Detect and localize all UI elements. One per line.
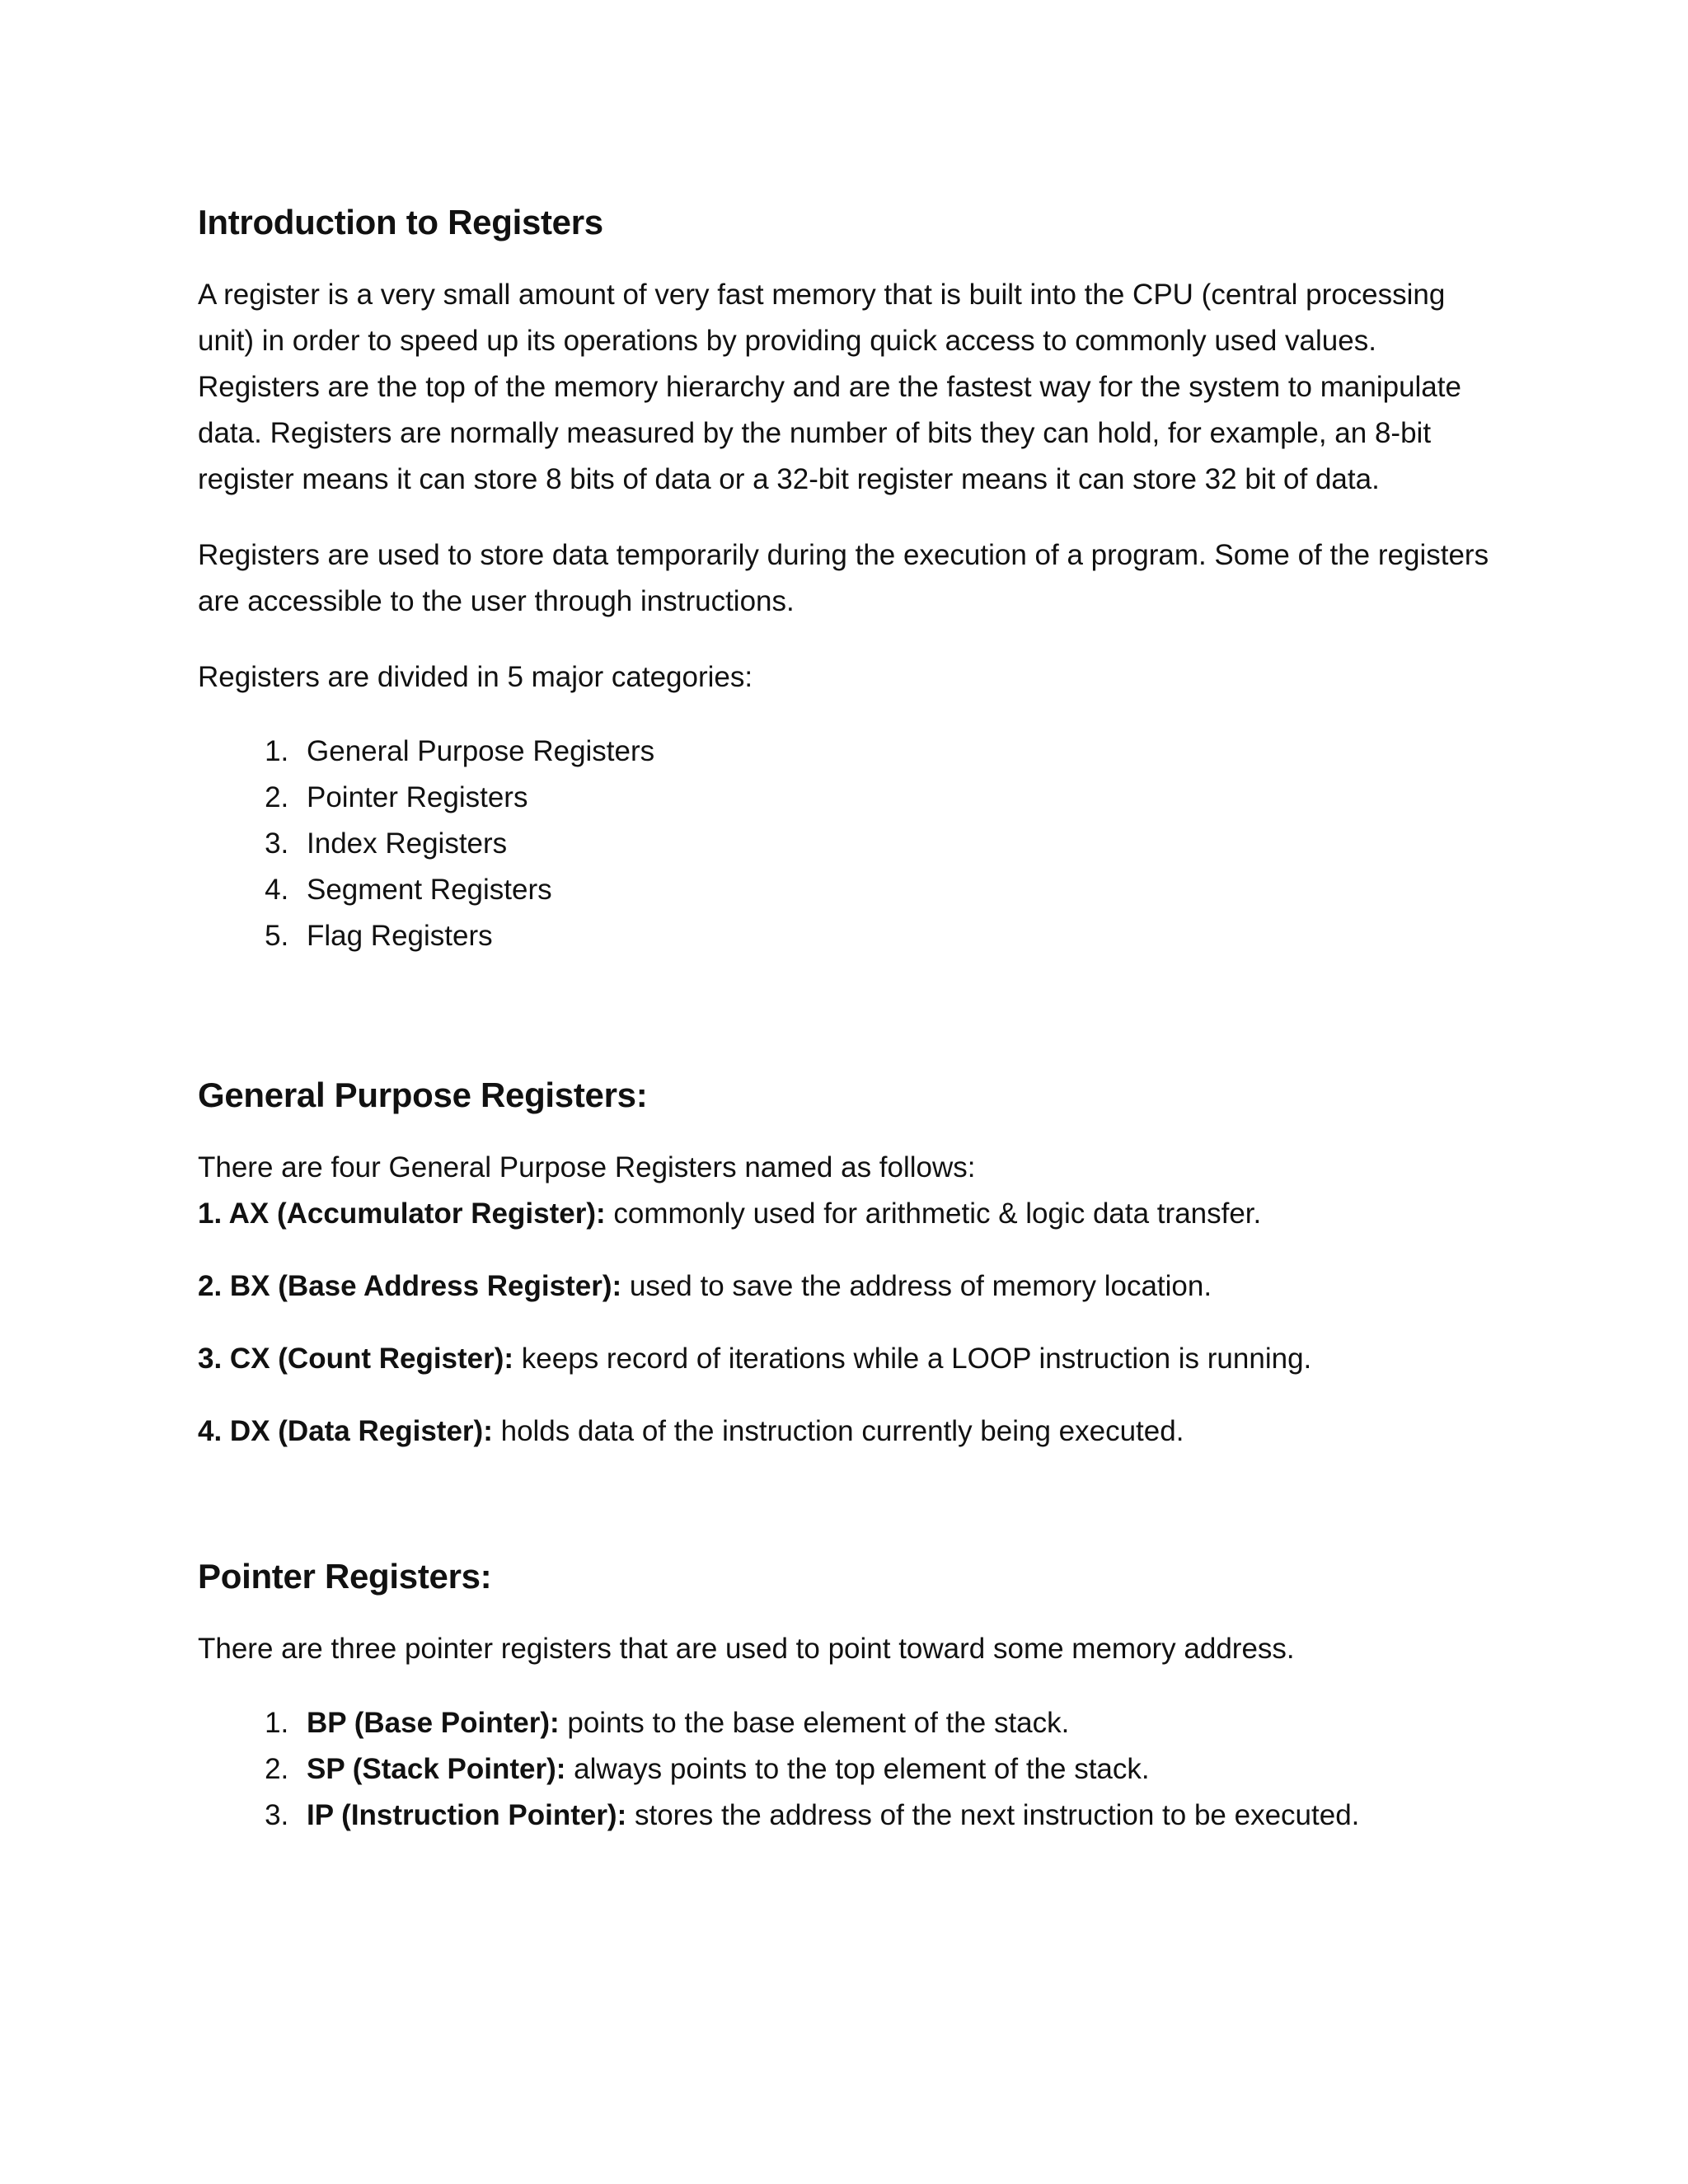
register-item-dx [198,1408,1500,1455]
register-description: keeps record of iterations while a LOOP instruction is running. [513,1343,1312,1375]
register-description: holds data of the instruction currently being executed. [492,1415,1184,1447]
intro-paragraph-1: A register is a very small amount of very fast memory that is built into the CPU (central processing unit) in order to speed up its operations by providing quick access to commonly used values. Registers are the top of the memory hierarchy and are the fastest way for the system to manipulate data. Registers are normally measured by the number of bits they can hold, for example, an 8-bit register means it can store 8 bits of data or a 32-bit register means it can store 32 bit of data. [198,279,1461,495]
list-item [297,1700,1500,1746]
pointer-description: always points to the top element of the stack. [565,1753,1150,1785]
list-item [297,1746,1500,1793]
register-item-cx [198,1336,1500,1382]
pointer-description: stores the address of the next instruction to be executed. [626,1799,1360,1831]
list-item: 2. Pointer Registers [297,775,1500,821]
list-item: 1. General Purpose Registers [297,729,1500,775]
general-purpose-intro: There are four General Purpose Registers named as follows: [198,1151,976,1183]
list-item: 5. Flag Registers [297,913,1500,959]
pointer-label: IP (Instruction Pointer): [307,1799,627,1831]
register-label: 3. CX (Count Register): [198,1343,514,1375]
pointer-description: points to the base element of the stack. [559,1707,1070,1739]
pointer-label: SP (Stack Pointer): [307,1753,566,1785]
intro-paragraph-2: Registers are used to store data temporarily during the execution of a program. Some of the registers are accessible to the user through instructions. [198,539,1489,617]
list-item: 4. Segment Registers [297,867,1500,913]
register-label: 2. BX (Base Address Register): [198,1270,622,1302]
list-item [297,1793,1500,1839]
pointer-label: BP (Base Pointer): [307,1707,560,1739]
register-description: commonly used for arithmetic & logic data transfer. [605,1197,1262,1230]
intro-paragraph-3: Registers are divided in 5 major categories: [198,661,753,693]
register-item-bx [198,1263,1500,1310]
page-content [198,198,1500,1839]
general-purpose-heading: General Purpose Registers: [198,1076,648,1114]
register-description: used to save the address of memory location. [621,1270,1212,1302]
register-label: 4. DX (Data Register): [198,1415,493,1447]
pointer-registers-intro: There are three pointer registers that are used to point toward some memory address. [198,1633,1295,1665]
categories-list [198,729,1500,959]
register-label: 1. AX (Accumulator Register): [198,1197,606,1230]
pointer-registers-heading: Pointer Registers: [198,1557,492,1596]
register-item-ax [198,1191,1500,1237]
intro-heading: Introduction to Registers [198,203,603,241]
pointer-list [198,1700,1500,1839]
list-item: 3. Index Registers [297,821,1500,867]
